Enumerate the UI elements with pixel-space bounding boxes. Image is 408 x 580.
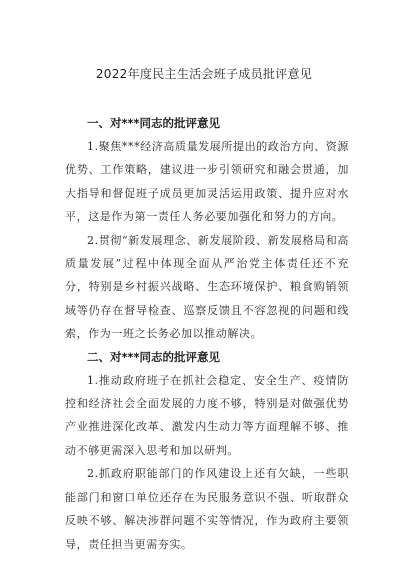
document-body: [65, 112, 349, 556]
paragraph: 2.抓政府职能部门的作风建设上还有欠缺，一些职能部门和窗口单位还存在为民服务意识不强、听取群众反映不够、解决涉群问题不实等情况，作为政府主要领导，责任担当更需夯实。: [65, 467, 349, 551]
section-heading: 一、对***同志的批评意见: [87, 116, 221, 130]
paragraph: 1.聚焦***经济高质量发展所提出的政治方向、资源优势、工作策略，建议进一步引领研究和融会贯通，加大指导和督促班子成员更加灵活运用政策、提升应对水平，这是作为第一责任人务必要加强化和努力的方向。: [65, 140, 349, 224]
paragraph: 2.贯彻“新发展理念、新发展阶段、新发展格局和高质量发展”过程中体现全面从严治党主体责任还不充分，特别是乡村振兴战略、生态环境保护、粮食购销领域等仍存在督导检查、巡察反馈且不容忽视的问题和线索，作为一班之长务必加以推动解决。: [65, 233, 349, 341]
section-heading: 二、对***同志的批评意见: [87, 349, 221, 364]
section-2: [65, 346, 349, 556]
document-title: 2022年度民主生活会班子成员批评意见: [95, 67, 313, 81]
paragraph: 1.推动政府班子在抓社会稳定、安全生产、疫情防控和经济社会全面发展的力度不够，特别是对做强优势产业推进深化改革、激发内生动力等方面理解不够、推动不够更需深入思考和加以研判。: [65, 373, 349, 457]
section-1: [65, 112, 349, 346]
